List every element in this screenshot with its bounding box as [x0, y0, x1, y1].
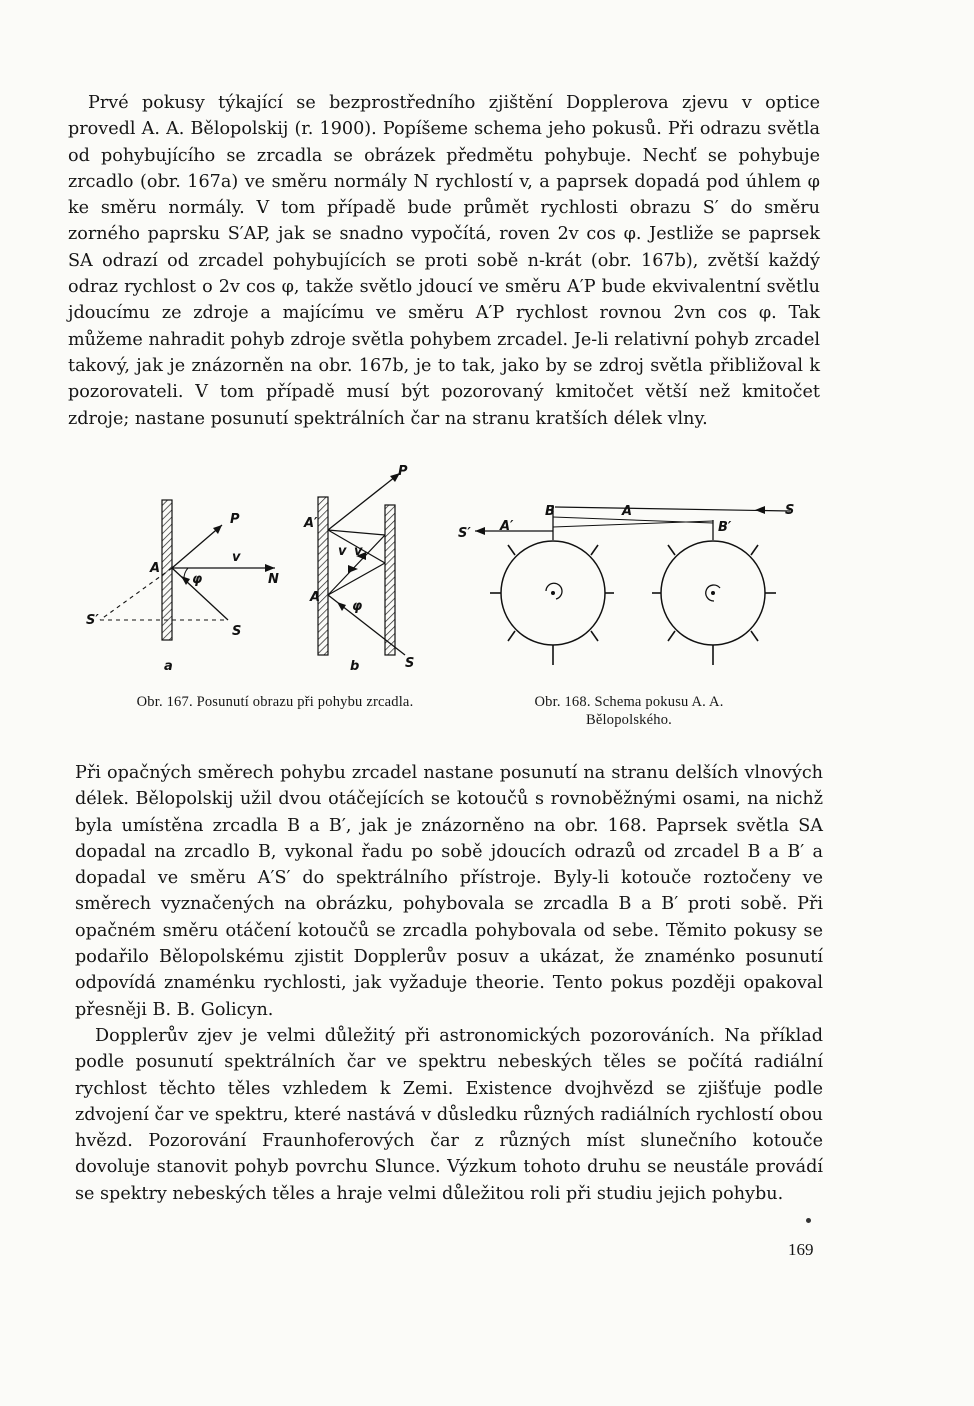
label-S-prime: S′ — [86, 613, 99, 628]
label-S: S — [405, 656, 415, 671]
label-phi: φ — [192, 572, 203, 587]
label-B-prime-top: B′ — [718, 520, 732, 535]
text-paragraphs-2-3 — [75, 760, 823, 1207]
figure-167b — [303, 464, 414, 674]
paragraph-2: Při opačných směrech pohybu zrcadel nastane posunutí na stranu delších vlnových délek. Bělopolskij užil dvou otáčejících se kotoučů s rovnoběžnými osami, na nichž byla umístěna zrcadla B a B′, jak je znázorněno na obr. 168. Paprsek světla SA dopadal na zrcadlo B, vykonal řadu po sobě jdoucích odrazů od zrcadel B a B′ a dopadal ve směru A′S′ do spektrálního přístroje. Byly-li kotouče roztočeny ve směrech vyznačených na obrázku, pohybovala se zrcadla B a B′ proti sobě. Při opačném směru otáčení kotoučů se zrcadla pohybovala od sebe. Těmito pokusy se podařilo Bělopolskému zjistit Dopplerův posuv a ukázat, že znaménko posunutí odpovídá znaménku rychlosti, jak vyžaduje theorie. Tento pokus později opakoval přesněji B. B. Golicyn. — [75, 763, 823, 1020]
label-sub-a: a — [164, 659, 173, 674]
label-A: A — [622, 504, 633, 519]
label-P: P — [398, 464, 408, 479]
figure-168 — [458, 503, 794, 665]
label-v2: v — [354, 544, 363, 559]
label-N: N — [268, 572, 279, 587]
label-P: P — [230, 512, 240, 527]
label-A: A — [150, 561, 161, 576]
label-A-prime: A′ — [500, 519, 514, 534]
label-v: v — [232, 550, 241, 565]
caption-figure-168: Obr. 168. Schema pokusu A. A. Bělopolského. — [534, 694, 724, 728]
figures-167-168 — [0, 455, 974, 690]
label-S-prime: S′ — [458, 526, 471, 541]
paragraph-1: Prvé pokusy týkající se bezprostředního zjištění Dopplerova zjevu v optice provedl A. A. Bělopolskij (r. 1900). Popíšeme schema jeho pokusů. Při odrazu světla od pohybujícího se zrcadla se obrázek předmětu pohybuje. Nechť se pohybuje zrcadlo (obr. 167a) ve směru normály N rychlostí v, a paprsek dopadá pod úhlem φ ke směru normály. V tom případě bude průmět rychlosti obrazu S′ do směru zorného paprsku S′AP, jak se snadno vypočítá, roven 2v cos φ. Jestliže se paprsek SA odrazí od zrcadel pohybujících se proti sobě n-krát (obr. 167b), zvětší každý odraz rychlost o 2v cos φ, takže světlo jdoucí ve směru A′P bude ekvivalentní světlu jdoucímu ze zdroje a majícímu ve směru A′P rychlost rovnou 2vn cos φ. Tak můžeme nahradit pohyb zdroje světla pohybem zrcadel. Je-li relativní pohyb zrcadel takový, jak je znázorněn na obr. 167b, je to tak, jako by se zdroj světla přibližoval k pozorovateli. V tom případě musí být pozorovaný kmitočet větší než kmitočet zdroje; nastane posunutí spektrálních čar na stranu kratších délek vlny. — [68, 93, 820, 429]
label-sub-b: b — [350, 659, 360, 674]
caption-figure-167: Obr. 167. Posunutí obrazu při pohybu zrcadla. — [136, 694, 414, 710]
label-v1: v — [338, 544, 347, 559]
label-S: S — [232, 624, 242, 639]
speck-mark — [806, 1218, 811, 1223]
figure-167a — [86, 500, 279, 674]
paragraph-3: Dopplerův zjev je velmi důležitý při astronomických pozorováních. Na příklad podle posunutí spektrálních čar ve spektru nebeských těles se počítá radiální rychlost těchto těles vzhledem k Zemi. Existence dvojhvězd se zjišťuje podle zdvojení čar ve spektru, které nastává v důsledku různých radiálních rychlostí obou hvězd. Pozorování Fraunhoferových čar z různých míst slunečního kotouče dovoluje stanovit pohyb povrchu Slunce. Výzkum tohoto druhu se neustále provádí se spektry nebeských těles a hraje velmi důležitou roli při studiu jejich pohybu. — [75, 1025, 823, 1204]
page-number: 169 — [788, 1240, 814, 1259]
label-A-prime: A′ — [304, 516, 318, 531]
label-A: A — [310, 590, 321, 605]
label-phi: φ — [352, 599, 363, 614]
label-B-top: B — [545, 504, 555, 519]
text-paragraph-1 — [68, 90, 820, 432]
label-S: S — [785, 503, 795, 518]
